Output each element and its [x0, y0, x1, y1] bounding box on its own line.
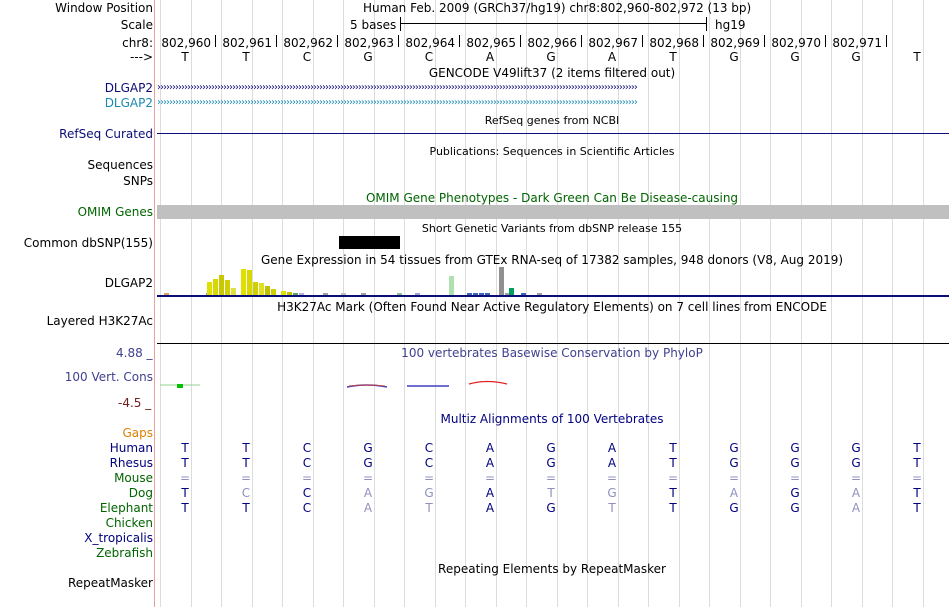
pubs-label[interactable]: Sequences [87, 158, 153, 172]
base-letter: A [485, 50, 495, 64]
aligned-base: = [362, 471, 374, 485]
omim-feature[interactable] [157, 205, 949, 219]
gtex-tissue-bar[interactable] [265, 286, 270, 295]
position-tick [459, 35, 460, 47]
position-tick [398, 35, 399, 47]
gtex-tissue-bar[interactable] [449, 276, 454, 295]
gtex-tissue-bar[interactable] [259, 283, 264, 295]
position-tick-label: 802,965 [466, 36, 516, 50]
base-letter: G [729, 50, 739, 64]
species-label-mouse[interactable]: Mouse [114, 471, 153, 485]
gencode-item-1-label[interactable]: DLGAP2 [104, 81, 153, 95]
gtex-bar-chart[interactable] [157, 266, 949, 295]
aligned-base: A [607, 441, 617, 455]
scale-bar [400, 23, 706, 24]
aligned-base: = [423, 471, 435, 485]
refseq-label[interactable]: RefSeq Curated [59, 127, 153, 141]
aligned-base: G [546, 501, 556, 515]
aligned-base: = [179, 471, 191, 485]
rmsk-label[interactable]: RepeatMasker [67, 576, 153, 590]
position-tick [337, 35, 338, 47]
aligned-base: C [302, 441, 312, 455]
h3k27ac-baseline [157, 343, 949, 344]
species-label-chicken[interactable]: Chicken [105, 516, 153, 530]
gtex-tissue-bar[interactable] [225, 280, 230, 295]
base-letter: T [181, 50, 189, 64]
aligned-base: A [363, 501, 373, 515]
aligned-base: = [789, 471, 801, 485]
aligned-base: = [667, 471, 679, 485]
aligned-base: T [181, 501, 189, 515]
position-tick-label: 802,964 [405, 36, 455, 50]
base-letter: G [851, 50, 861, 64]
aligned-base: G [363, 441, 373, 455]
gtex-tissue-bar[interactable] [219, 275, 224, 295]
aligned-base: A [851, 501, 861, 515]
base-letter: G [546, 50, 556, 64]
species-label-rhesus[interactable]: Rhesus [109, 456, 153, 470]
aligned-base: T [669, 486, 677, 500]
aligned-base: C [302, 486, 312, 500]
gencode-item-2-feature[interactable]: ›››››››››››››››››››››››››››››››››››››››››››››››››››››››››››››››››››››››››››››››››››››››››››››››››››››››››››››››››››››››››››››››››››››››››››››››››››››››››››››››› [157, 98, 637, 108]
aligned-base: G [607, 486, 617, 500]
position-tick-label: 802,963 [344, 36, 394, 50]
aligned-base: G [729, 441, 739, 455]
aligned-base: T [181, 486, 189, 500]
position-tick [276, 35, 277, 47]
gtex-tissue-bar[interactable] [231, 288, 236, 295]
aligned-base: T [913, 456, 921, 470]
aligned-base: A [485, 486, 495, 500]
scale-text: 5 bases [350, 18, 397, 32]
aligned-base: T [669, 441, 677, 455]
pubs-track-title[interactable]: Publications: Sequences in Scientific Articles [429, 145, 675, 158]
position-tick-label: 802,970 [771, 36, 821, 50]
window-position-value[interactable]: Human Feb. 2009 (GRCh37/hg19) chr8:802,960-802,972 (13 bp) [363, 1, 752, 15]
aligned-base: T [608, 501, 616, 515]
position-tick [886, 35, 887, 47]
position-tick-label: 802,961 [222, 36, 272, 50]
gtex-tissue-bar[interactable] [213, 279, 218, 295]
aligned-base: G [790, 486, 800, 500]
dbsnp-variant[interactable] [339, 236, 400, 249]
gtex-tissue-bar[interactable] [509, 288, 514, 295]
position-tick [764, 35, 765, 47]
base-letter: T [913, 50, 921, 64]
aligned-base: C [302, 456, 312, 470]
aligned-base: G [546, 441, 556, 455]
aligned-base: = [545, 471, 557, 485]
cons-wiggle[interactable] [157, 375, 949, 395]
scale-assembly: hg19 [715, 18, 746, 32]
chrom-label: chr8: [122, 36, 153, 50]
position-tick-label: 802,969 [710, 36, 760, 50]
rmsk-track-title[interactable]: Repeating Elements by RepeatMasker [438, 562, 666, 576]
gtex-track-title[interactable]: Gene Expression in 54 tissues from GTEx RNA-seq of 17382 samples, 948 donors (V8, Aug 2019) [260, 253, 844, 267]
aligned-base: G [424, 486, 434, 500]
aligned-base: A [851, 486, 861, 500]
aligned-base: = [850, 471, 862, 485]
aligned-base: = [606, 471, 618, 485]
gencode-item-1-feature[interactable]: ›››››››››››››››››››››››››››››››››››››››››››››››››››››››››››››››››››››››››››››››››››››››››››››››››››››››››››››››››››››››››››››››››››››››››››››››››››››››››››››››› [157, 83, 637, 93]
multiz-track-title[interactable]: Multiz Alignments of 100 Vertebrates [440, 412, 664, 426]
gencode-track-title[interactable]: GENCODE V49lift37 (2 items filtered out) [428, 66, 676, 80]
species-label-elephant[interactable]: Elephant [99, 501, 153, 515]
aligned-base: C [424, 441, 434, 455]
species-label-zebrafish[interactable]: Zebrafish [96, 546, 153, 560]
position-tick [581, 35, 582, 47]
window-position-label: Window Position [55, 1, 153, 15]
aligned-base: = [240, 471, 252, 485]
aligned-base: G [790, 456, 800, 470]
gencode-item-2-label[interactable]: DLGAP2 [104, 96, 153, 110]
aligned-base: G [546, 456, 556, 470]
base-letter: T [669, 50, 677, 64]
gtex-tissue-bar[interactable] [253, 282, 258, 295]
position-tick-label: 802,962 [283, 36, 333, 50]
gtex-tissue-bar[interactable] [247, 270, 252, 295]
aligned-base: A [485, 501, 495, 515]
aligned-base: T [181, 441, 189, 455]
aligned-base: T [913, 441, 921, 455]
position-tick [520, 35, 521, 47]
species-label-x-tropicalis[interactable]: X_tropicalis [84, 531, 153, 545]
species-label-dog[interactable]: Dog [128, 486, 153, 500]
gtex-label[interactable]: DLGAP2 [104, 276, 153, 290]
aligned-base: C [302, 501, 312, 515]
omim-label[interactable]: OMIM Genes [77, 205, 153, 219]
aligned-base: A [485, 441, 495, 455]
aligned-base: = [728, 471, 740, 485]
position-tick-label: 802,967 [588, 36, 638, 50]
cons-label[interactable]: 100 Vert. Cons [64, 370, 153, 384]
position-tick-label: 802,960 [161, 36, 211, 50]
aligned-base: A [485, 456, 495, 470]
refseq-track-title[interactable]: RefSeq genes from NCBI [484, 114, 620, 127]
scale-label: Scale [120, 18, 153, 32]
cons-max-label: 4.88 _ [116, 346, 153, 360]
aligned-base: G [790, 501, 800, 515]
aligned-base: = [484, 471, 496, 485]
omim-track-title[interactable]: OMIM Gene Phenotypes - Dark Green Can Be Disease-causing [365, 191, 739, 205]
aligned-base: G [851, 441, 861, 455]
gtex-tissue-bar[interactable] [207, 282, 212, 295]
aligned-base: T [913, 486, 921, 500]
aligned-base: G [729, 456, 739, 470]
strand-label: ---> [129, 50, 153, 64]
base-letter: A [607, 50, 617, 64]
aligned-base: T [669, 501, 677, 515]
aligned-base: G [363, 456, 373, 470]
species-label-human[interactable]: Human [109, 441, 153, 455]
h3k27ac-track-title[interactable]: H3K27Ac Mark (Often Found Near Active Regulatory Elements) on 7 cell lines from ENCODE [277, 300, 827, 314]
aligned-base: T [913, 501, 921, 515]
position-tick-label: 802,968 [649, 36, 699, 50]
base-letter: C [424, 50, 434, 64]
aligned-base: T [547, 486, 555, 500]
base-letter: T [242, 50, 250, 64]
position-tick [825, 35, 826, 47]
h3k27ac-label[interactable]: Layered H3K27Ac [46, 314, 153, 328]
position-tick-label: 802,966 [527, 36, 577, 50]
gtex-gene-line [157, 295, 949, 297]
cons-min-label: -4.5 _ [118, 396, 152, 410]
aligned-base: = [911, 471, 923, 485]
aligned-base: T [242, 501, 250, 515]
aligned-base: T [669, 456, 677, 470]
aligned-base: G [790, 441, 800, 455]
aligned-base: T [425, 501, 433, 515]
base-letter: G [363, 50, 373, 64]
aligned-base: A [363, 486, 373, 500]
position-tick-label: 802,971 [832, 36, 882, 50]
aligned-base: = [301, 471, 313, 485]
refseq-feature[interactable] [157, 133, 949, 134]
scale-bar-left [400, 17, 401, 31]
aligned-base: A [607, 456, 617, 470]
label-divider [154, 0, 155, 607]
base-letter: C [302, 50, 312, 64]
position-tick [703, 35, 704, 47]
aligned-base: A [729, 486, 739, 500]
aligned-base: G [851, 456, 861, 470]
aligned-base: C [241, 486, 251, 500]
aligned-base: C [424, 456, 434, 470]
aligned-base: T [242, 456, 250, 470]
base-letter: G [790, 50, 800, 64]
aligned-base: T [181, 456, 189, 470]
aligned-base: T [242, 441, 250, 455]
aligned-base: G [729, 501, 739, 515]
gaps-label[interactable]: Gaps [122, 426, 153, 440]
position-tick [642, 35, 643, 47]
gtex-tissue-bar[interactable] [499, 267, 504, 295]
cons-track-title[interactable]: 100 vertebrates Basewise Conservation by PhyloP [401, 346, 703, 360]
scale-bar-right [706, 17, 707, 31]
position-tick [215, 35, 216, 47]
gtex-tissue-bar[interactable] [241, 269, 246, 295]
snps-label[interactable]: SNPs [123, 174, 153, 188]
dbsnp-label[interactable]: Common dbSNP(155) [23, 236, 153, 250]
dbsnp-track-title[interactable]: Short Genetic Variants from dbSNP release 155 [421, 222, 683, 235]
